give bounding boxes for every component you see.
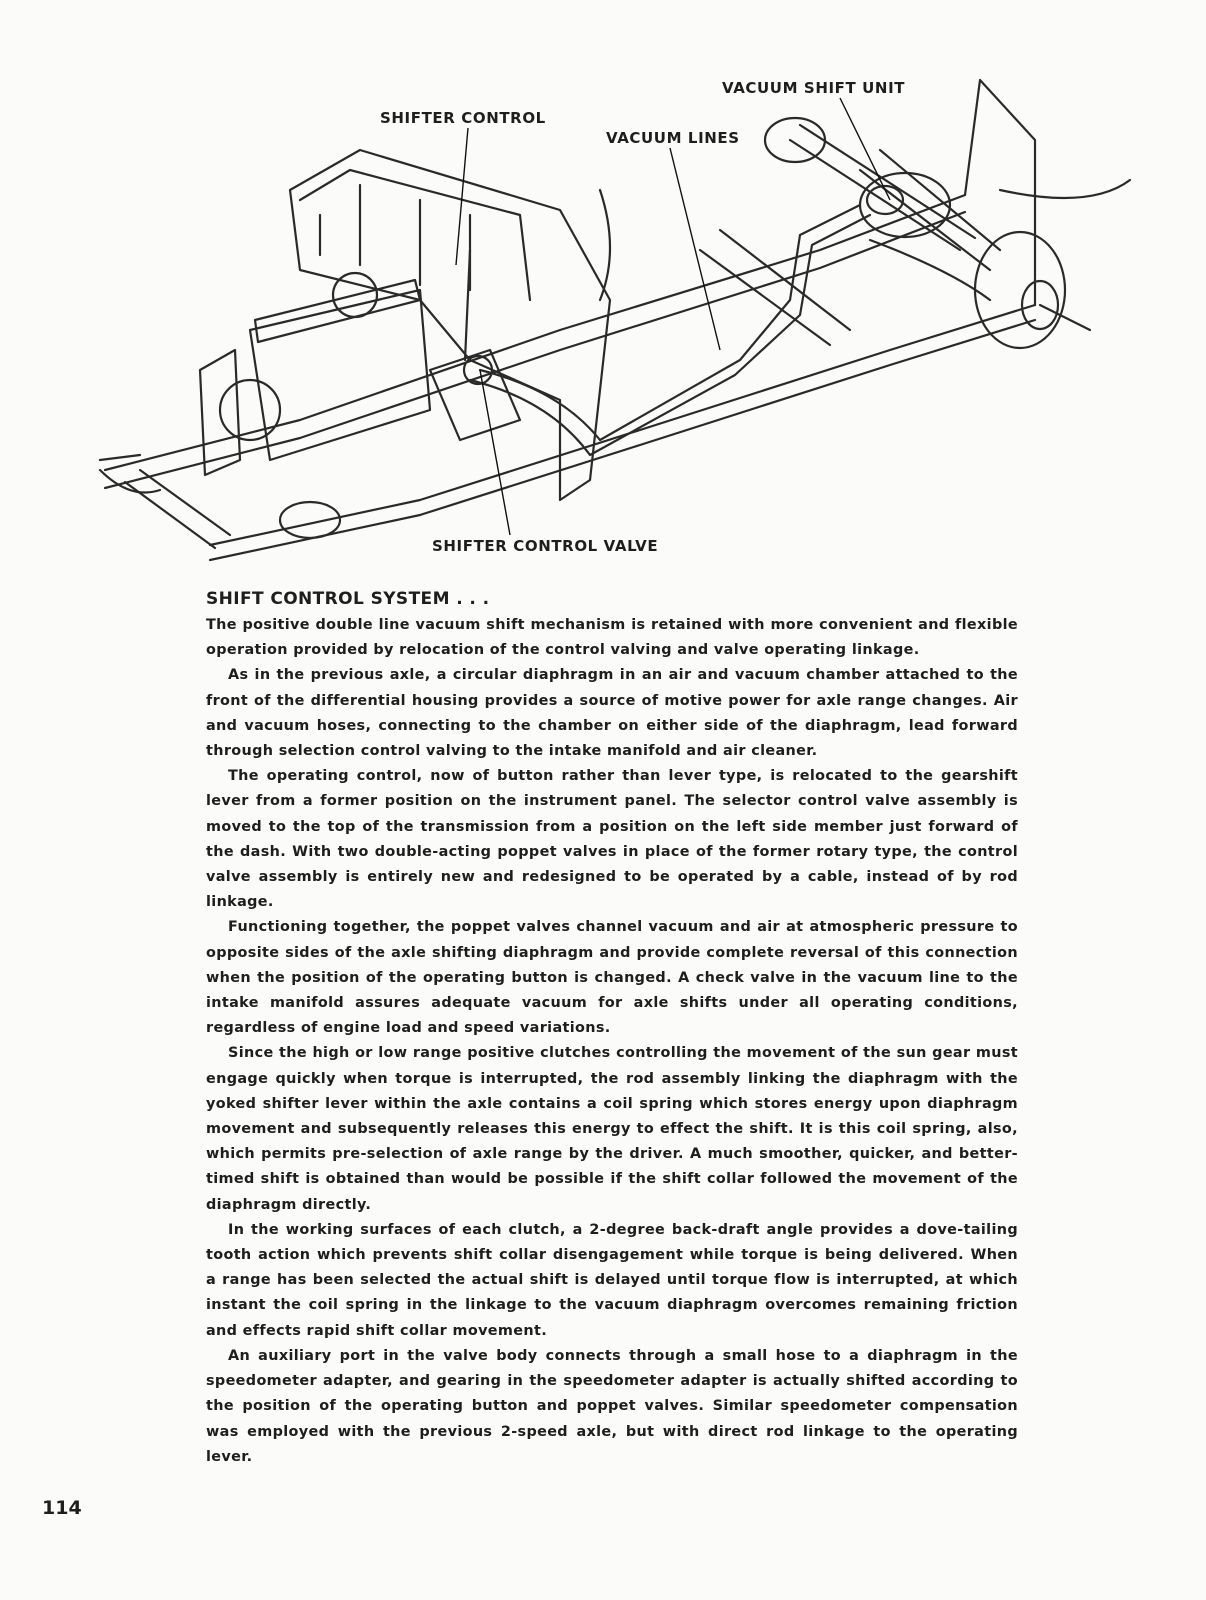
rear-wheel: [975, 232, 1065, 348]
engine-head: [255, 280, 420, 342]
cross-member-front: [125, 470, 230, 548]
paragraph-4: Functioning together, the poppet valves channel vacuum and air at atmospheric pressure to opposite sides of the axle shifting diaphragm and provide complete reversal of this connection when the position of the operating button is changed. A check valve in the vacuum line to the intake manifold assures adequate vacuum for axle shifts under all operating conditions, regardless of engine load and speed variations.: [206, 919, 1018, 1037]
frame-rear-end: [965, 80, 1035, 305]
page-number: 114: [42, 1497, 82, 1519]
paragraph-2: As in the previous axle, a circular diaphragm in an air and vacuum chamber attached to the front of the differential housing provides a source of motive power for axle range changes. Air and vacuum hoses, connecting to the chamber on either side of the diaphragm, lead forward through selection control valving to the intake manifold and air cleaner.: [206, 667, 1018, 760]
paragraph-3: The operating control, now of button rather than lever type, is relocated to the gearshift lever from a former position on the instrument panel. The selector control valve assembly is moved to the top of the transmission from a position on the left side member just forward of the dash. With two double-acting poppet valves in place of the former rotary type, the control valve assembly is entirely new and redesigned to be operated by a cable, instead of by rod linkage.: [206, 768, 1018, 911]
vacuum-line-1: [480, 205, 860, 440]
vacuum-line-2: [470, 215, 870, 455]
leader-shifter-control: [456, 128, 468, 265]
callout-vacuum-lines: VACUUM LINES: [606, 129, 740, 147]
leader-shifter-control-valve: [480, 370, 510, 535]
transmission: [430, 350, 520, 440]
article-body: [206, 588, 1018, 1470]
leader-vacuum-lines: [670, 148, 720, 350]
paragraph-7: An auxiliary port in the valve body connects through a small hose to a diaphragm in the speedometer adapter, and gearing in the speedometer adapter is actually shifted according to the position of the operating button and poppet valves. Similar speedometer compensation was employed with the previous 2-speed axle, but with direct rod linkage to the operating lever.: [206, 1347, 1018, 1465]
paragraph-5: Since the high or low range positive clutches controlling the movement of the sun gear must engage quickly when torque is interrupted, the rod assembly linking the diaphragm with the yoked shifter lever within the axle contains a coil spring which stores energy upon diaphragm movement and subsequently releases this energy to effect the shift. It is this coil spring, also, which permits pre-selection of axle range by the driver. A much smoother, quicker, and better-timed shift is obtained than would be possible if the shift collar followed the movement of the diaphragm directly.: [206, 1045, 1018, 1213]
leader-vacuum-shift-unit: [840, 98, 890, 200]
section-heading: SHIFT CONTROL SYSTEM . . .: [206, 589, 490, 609]
frame-rail-left: [105, 195, 965, 470]
cab-firewall: [290, 150, 610, 500]
shifter-control-valve-body: [464, 356, 492, 384]
engine-pulley: [220, 380, 280, 440]
callout-vacuum-shift-unit: VACUUM SHIFT UNIT: [722, 79, 906, 97]
paragraph-1: The positive double line vacuum shift mechanism is retained with more convenient and flexible operation provided by relocation of the control valving and valve operating linkage.: [206, 617, 1018, 659]
paragraph-6: In the working surfaces of each clutch, a 2-degree back-draft angle provides a dove-tailing tooth action which prevents shift collar disengagement while torque is being delivered. When a range has been selected the actual shift is delayed until torque flow is interrupted, at which instant the coil spring in the linkage to the vacuum diaphragm overcomes remaining friction and effects rapid shift collar movement.: [206, 1221, 1018, 1339]
rear-brake-drum: [765, 118, 825, 162]
rear-leaf-spring: [870, 180, 1130, 300]
callout-shifter-control-valve: SHIFTER CONTROL VALVE: [432, 537, 659, 555]
callout-shifter-control: SHIFTER CONTROL: [380, 109, 546, 127]
chassis-illustration: [0, 0, 1206, 580]
gearshift-lever: [465, 250, 470, 360]
